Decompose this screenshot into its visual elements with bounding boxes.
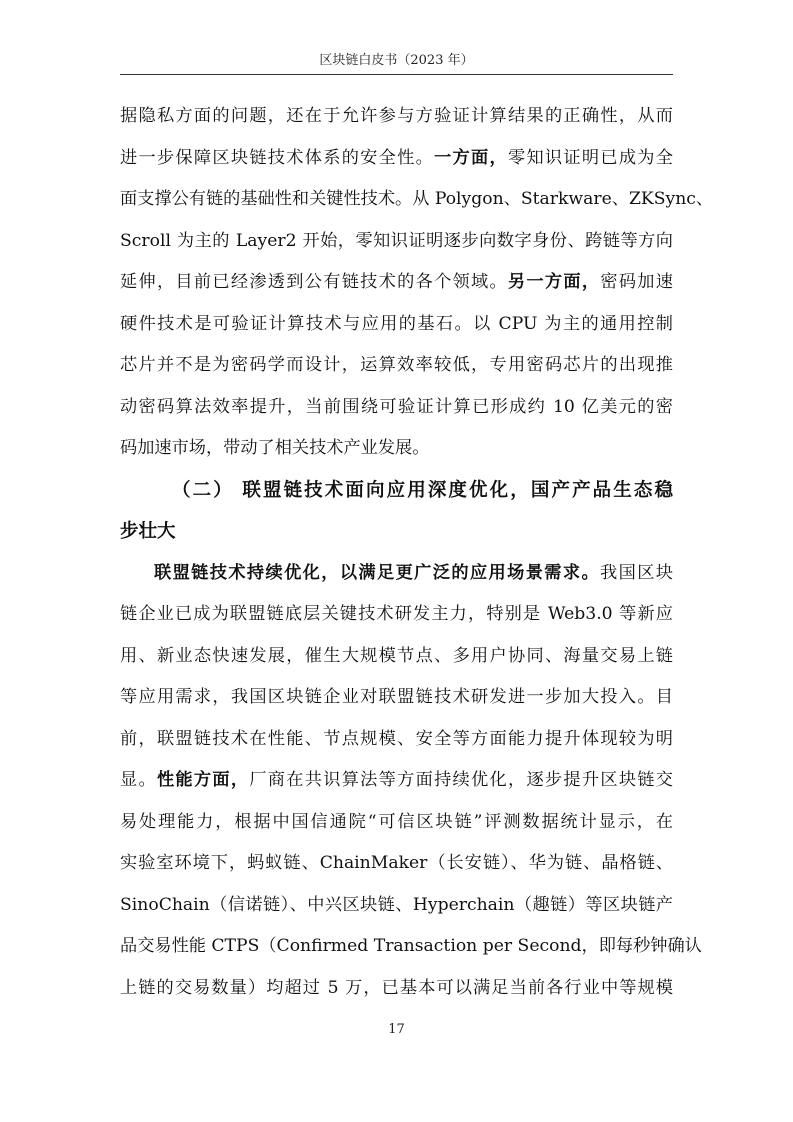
paragraph-line: 前，联盟链技术在性能、节点规模、安全等方面能力提升体现较为明 xyxy=(120,728,673,749)
paragraph-line: 面支撑公有链的基础性和关键性技术。从 Polygon、Starkware、ZKSync、 xyxy=(120,189,714,209)
paragraph-line: 实验室环境下，蚂蚁链、ChainMaker（长安链）、华为链、晶格链、 xyxy=(120,853,673,873)
text-run: 我国区块 xyxy=(600,562,673,583)
text-run: 进一步保障区块链技术体系的安全性。 xyxy=(120,147,435,168)
paragraph-line: 链企业已成为联盟链底层关键技术研发主力，特别是 Web3.0 等新应 xyxy=(120,604,673,624)
paragraph-line: 品交易性能 CTPS（Confirmed Transaction per Second，即每秒钟确认 xyxy=(120,936,702,956)
paragraph-line: 动密码算法效率提升，当前围绕可验证计算已形成约 10 亿美元的密 xyxy=(120,396,673,417)
paragraph-line xyxy=(120,262,673,304)
bold-lead-in: 联盟链技术持续优化，以满足更广泛的应用场景需求。 xyxy=(154,562,601,583)
text-run: 显。 xyxy=(120,770,157,790)
bold-lead-in: 性能方面， xyxy=(156,770,250,790)
paragraph-line: 据隐私方面的问题，还在于允许参与方验证计算结果的正确性，从而 xyxy=(120,106,673,126)
paragraph-line: 芯片并不是为密码学而设计，运算效率较低，专用密码芯片的出现推 xyxy=(120,355,673,375)
paragraph-line: 硬件技术是可验证计算技术与应用的基石。以 CPU 为主的通用控制 xyxy=(120,313,673,334)
text-run: 厂商在共识算法等方面持续优化，逐步提升区块链交 xyxy=(249,770,673,790)
section-heading-continued: 步壮大 xyxy=(120,521,176,542)
text-run: 延伸，目前已经渗透到公有链技术的各个领域。 xyxy=(120,272,508,292)
paragraph-line: 码加速市场，带动了相关技术产业发展。 xyxy=(120,438,430,458)
running-header: 区块链白皮书（2023 年） xyxy=(319,53,474,68)
header-divider xyxy=(120,74,673,75)
text-run: 零知识证明已成为全 xyxy=(507,147,673,168)
paragraph-line: Scroll 为主的 Layer2 开始，零知识证明逐步向数字身份、跨链等方向 xyxy=(120,230,673,251)
page-number: 17 xyxy=(388,1022,405,1037)
paragraph-line xyxy=(120,553,673,595)
page-body xyxy=(120,96,714,1009)
paragraph-line xyxy=(120,760,673,802)
paragraph-line: 等应用需求，我国区块链企业对联盟链技术研发进一步加大投入。目 xyxy=(120,687,673,707)
paragraph-line: 用、新业态快速发展，催生大规模节点、多用户协同、海量交易上链 xyxy=(120,645,673,666)
bold-lead-in: 另一方面， xyxy=(507,272,601,292)
paragraph-line: 上链的交易数量）均超过 5 万，已基本可以满足当前各行业中等规模 xyxy=(120,977,673,998)
section-heading: （二） 联盟链技术面向应用深度优化，国产产品生态稳 xyxy=(172,479,673,501)
text-run: 密码加速 xyxy=(600,272,673,292)
paragraph-line xyxy=(120,138,673,180)
paragraph-line: 易处理能力，根据中国信通院“可信区块链”评测数据统计显示，在 xyxy=(120,811,673,832)
bold-lead-in: 一方面， xyxy=(434,147,508,168)
paragraph-line: SinoChain（信诺链）、中兴区块链、Hyperchain（趣链）等区块链产 xyxy=(120,894,673,915)
